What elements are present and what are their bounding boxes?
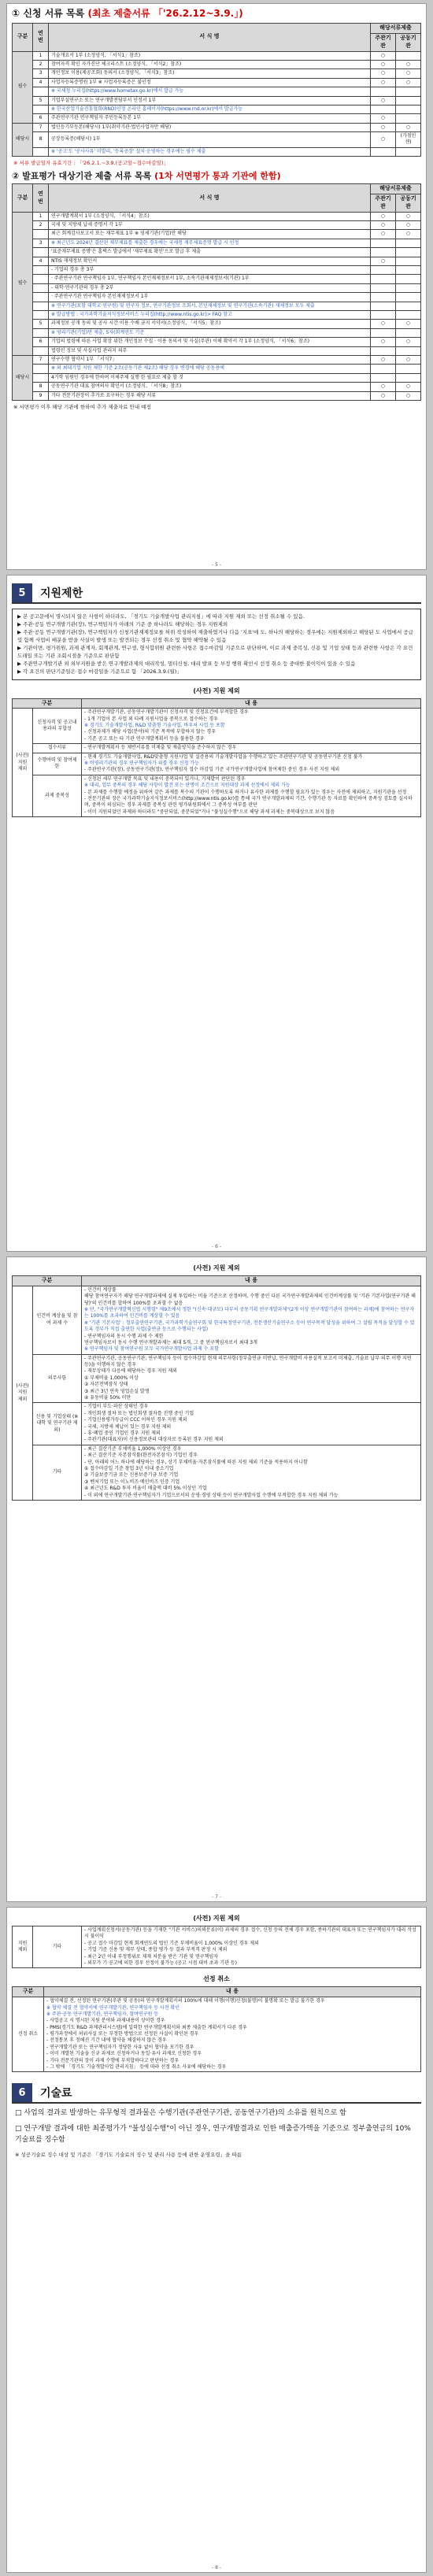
content-line: - 협약체결 전, 선정된 연구기관(주관 및 공동)의 연구개발계획서의 100%에 대해 이행(이행)신청(불명)이 불명확 또는 발급 불가한 경우 <box>46 1998 325 2004</box>
exclusion-table-end <box>12 1926 421 1968</box>
content-line: - 기업이 부도·파산 상태인 경우 <box>84 1404 149 1410</box>
submit-mark: ○ <box>395 320 420 328</box>
doc-name: 공장등록증(해당시) 1부 <box>49 132 371 148</box>
submit-mark <box>395 365 420 373</box>
content-line: - 단, 아래의 어느 하나에 해당하는 경우, 상기 부채비율·자본잠식률에 따른 지원 제외 기준을 적용하지 아니함 <box>84 1459 308 1465</box>
submit-mark: ○ <box>395 230 420 239</box>
table-row <box>13 346 421 355</box>
submit-mark: ○ <box>395 383 420 391</box>
content-line: - 최근 결산기준 부채비율 1,000% 이상인 경우 <box>84 1445 182 1452</box>
table-row <box>13 230 421 239</box>
doc-name: ※ '공고'도 '공사사유' 미발리, '등록공장' 설치·운영하는 경우에는 필수 제출 <box>49 147 371 156</box>
doc-name: 기업부설연구소 또는 연구개발전담부서 인정서 1부 <box>49 96 371 105</box>
initial-docs-table: 구분 연번 서 식 명 해당서류제출 주관기관 공동기관 필수 1 기술개요서 1부 (소정양식, 「서식1」참조) ○ 2 참여자격 확인 자가진단 체크리스트 (소정양식, 「서식2」참조) ○ ○ 3 개인정보 이용(제공조회) 동의서 (소정양식, 「서식3」참조) ○ ○ 4 사업자등록증명원 1부 ※ 사업자등록증은 불인정 ○ ○ ※ 국세청 누리집(https://www.hometax.go.kr)에서 발급 가능 5 기업부설연구소 또는 연구개발전담부서 인정서 1부 ○ ※ 한국산업기술진흥협회(RND)인정 온라인 홈페이지(https://www.rnd.or.kr)에서 발급가능 6 주관연구기관 연구책임자 주민등록등본 1부 ○ 해당시 7 법인등기부등본(해당시) 1부(취약기관·법인사업자만 해당) ○ ○ 8 공장등록증(해당시) 1부 ○ (가점인센) ※ '공고'도 '공사사유' 미발리, '등록공장' 설치·운영하는 경우에는 필수 제출 <box>12 23 421 157</box>
page-number: - 6 - <box>212 1244 221 1249</box>
table-caption: (사전) 지원 제외 <box>193 1915 240 1922</box>
category-content <box>82 753 421 775</box>
submit-mark <box>395 114 420 123</box>
table-row <box>13 78 421 87</box>
row-number <box>33 283 49 292</box>
content-line: - 평가과정에서 허위사실 또는 부정한 방법으로 선정된 사실이 확인된 경우 <box>46 2031 199 2037</box>
row-number <box>33 373 49 382</box>
submit-mark <box>395 51 420 60</box>
submit-mark <box>370 373 395 382</box>
table-row <box>13 383 421 391</box>
doc-name: 4기학 임원인 경우에 한하며 이체주체 실행 한 필요로 제출 할 것 <box>49 373 371 382</box>
submit-mark <box>370 275 395 283</box>
content-line: - 주관연구기관, 공동연구기관, 연구책임자 등이 접수마감일 현재 의무사항(정부출연금 미반납, 연구개발비 사용실적 보고서 미제출, 기술료 납부 의무 이행 지연 등)을 이행하지 않은 경우 <box>84 1355 412 1368</box>
content-line: ④ 유동비율 50% 미만 <box>84 1395 131 1401</box>
page-number: - 8 - <box>212 2565 221 2570</box>
doc-name: ※ 영리기관(기업)만 제출, 5자(회계연도 기준 <box>49 328 371 337</box>
doc-name: 참여자격 확인 자가진단 체크리스트 (소정양식, 「서식2」참조) <box>49 60 371 68</box>
cancel-content <box>44 1997 421 2072</box>
content-line: - 주관연구기관(장), 공동연구기관(장), 연구책임자 접수 마감일 기준 국가연구개발사업에 참여제한 중인 경우 사전 지원 제외 <box>84 767 340 773</box>
submit-mark: ○ <box>370 132 395 148</box>
content-line: ① 접수마감일 기준 창업 3년 이내 중소기업 <box>84 1465 174 1471</box>
submit-mark <box>395 105 420 113</box>
table-row <box>13 365 421 373</box>
submit-mark: ○ <box>370 78 395 87</box>
content-line: - 기존 공고 또는 타 기관 연구개발계획서 등을 불용한 경우 <box>84 735 205 742</box>
content-line: - 기업신용평가등급이 CCC 이하인 경우 지원 제외 <box>84 1417 187 1423</box>
content-line: - 연구개발계획서 등 제반서류를 미제출 및 제출양식을 준수하지 않은 경우 <box>84 745 237 751</box>
submit-mark <box>395 283 420 292</box>
submit-mark: ○ <box>395 212 420 220</box>
doc-name: 기업의 법령에 따른 사업 확장 위한 개인정보 수집 · 이용 동의서 및 사실(주관) 이해 확약서 각 1부 (소정양식, 「서식6」참조) <box>49 338 371 346</box>
row-number <box>33 248 49 257</box>
table-row <box>13 373 421 382</box>
table-row <box>13 51 421 60</box>
content-line: - 기타 전문기관의 장이 과제 수행에 부적합하다고 판단하는 경우 <box>46 2057 179 2063</box>
submit-mark: ○ <box>370 320 395 328</box>
row-number: 5 <box>33 96 49 105</box>
category-content <box>82 775 421 816</box>
table-row <box>13 709 421 744</box>
outer-label: 지원 제외 <box>13 1926 33 1968</box>
doc-name: 기술개요서 1부 (소정양식, 「서식1」참조) <box>49 51 371 60</box>
content-line: - 사업계획신청서(공동기관) 등을 기재한 "기관 서비스)의뢰분류(이) 과제의 경우 접수, 신청 등의 전체 경우 포함, 종하기관의 대표자 또는 연구책임자가 대리 작성 시 불이익 <box>84 1927 416 1940</box>
page-number: - 5 - <box>212 562 221 568</box>
content-line: - 외부가 기 공고에 의한 경우 선정이 불가능 (공고 시점 대비 초과 기관 등) <box>84 1960 237 1966</box>
doc-name: - 대학·연구기관의 경우 총 2부 <box>49 283 371 292</box>
page-number: - 7 - <box>212 1894 221 1900</box>
section-title: 기술료 <box>40 2087 72 2100</box>
content-line: ※ '기관 기본사업' : 정부출연연구기관, 국가과학기술연구회 및 한국특정연구기관, 전문생산기술연구소 등이 연구목적 달성을 위하여 그 설립 목적을 달성할 수 있도록 정부가 직접 출연한 사업(출연금 등으로 수행되는 사업) <box>84 1319 415 1333</box>
content-line: 해당 참여연구자가 해당 연구개발과제에 실제 투입하는 비율 기준으로 산정하며, 수행 중인 다른 국가연구개발과제의 인건비계상률 및 '기관 기본사업(연구기관 해당)'의 인건비를 합하여 100%를 초과할 수 없음 <box>84 1294 416 1306</box>
cancel-label: 선정 취소 <box>13 1997 44 2072</box>
table-row <box>13 753 421 775</box>
doc-name: · 주관연구기관 연구책임자 본인재제정보서 1부 <box>49 293 371 302</box>
content-line: - 선정통보 후 정해진 기간 내에 협약을 체결하지 않은 경우 <box>46 2037 167 2044</box>
submit-mark: ○ <box>370 60 395 68</box>
content-line: - 신청과제가 해당 사업(분야)의 기준 목적에 부합하지 않는 경우 <box>84 729 216 735</box>
page-4 <box>6 1907 427 2573</box>
content-line: - 국세, 지방세 체납이 있는 경우 지원 제외 <box>84 1423 172 1430</box>
submit-mark: ○ <box>395 338 420 346</box>
row-number <box>33 87 49 96</box>
notice-box <box>12 609 421 680</box>
submit-mark: ○ <box>395 78 420 87</box>
category-label: 접수서류 <box>33 744 82 753</box>
submit-mark <box>395 96 420 105</box>
submit-mark <box>370 302 395 310</box>
doc-name: ※ 국세청 누리집(https://www.hometax.go.kr)에서 발급 가능 <box>49 87 371 96</box>
row-number <box>33 230 49 239</box>
submit-mark <box>370 87 395 96</box>
table-row <box>13 775 421 816</box>
content-line: - 신청된 세부 연구개발 목표 및 내용이 중복되어 있거나, 기제발이 판단된 경우 <box>84 775 246 782</box>
submit-mark: ○ <box>370 221 395 230</box>
doc-name: NTIS 재제정보 확인서 <box>49 257 371 265</box>
submit-mark: ○ <box>395 391 420 400</box>
table-row <box>13 1403 421 1445</box>
table-row <box>13 212 421 220</box>
notice-line: ▶ 주관·공동 연구개발기관(장), 연구책임자가 신청기관재제정보를 허위 작성하여 제출하였거나 다음 '지표'에 도, 하나의 해당하는 경우에는 지원제외하고 해당된 도 사업에서 공급 및 함께 사업비 배분을 받을 사실이 발생 또는 발견되는 경우 선정 취소 및 협약 해약될 수 있음 <box>17 629 413 644</box>
category-content <box>82 1354 421 1403</box>
notice-line: ▶ 각 요건의 판단기준일은 접수 마감일을 기준으로 함 「2026.3.9.(월)」 <box>17 668 182 675</box>
group-label: 해당시 <box>13 355 33 400</box>
content-line: - 주관기관(대표자)이 신용정보관리 대상자로 등록된 경우 지원 제외 <box>84 1437 224 1443</box>
notice-line: ▶ 주관·공동 연구개발기관(장), 연구책임자가 아래의 기준 중 하나라도 해당하는 경우 지원제외 <box>17 621 228 628</box>
exclusion-table: 구분 내 용 (사전) 지원 제외 신청자격 및 공고내용과의 부합성 - 주관연구개발기관, 공동연구개발기관이 신청자격 및 신청요건에 부적합한 경우 - 1개 기업이 본 사업 외 타례 지원사업을 중복으로 접수하는 경우 ※ 경기도 기술개발사업, R&D 맞춤형 기술사업, 바우처 사업 등 포함 - 신청과제가 해당 사업(분야)의 기준 목적에 부합하지 않는 경우 - 기존 공고 또는 타 기관 연구개발계획서 등을 불용한 경우 접수서류 - 연구개발계획서 등 제반서류를 미제출 및 제출양식을 준수하지 않은 경우 수행여력 및 참여제한 - 현재 경기도 기술개발사업, R&D맞춤형 지원사업 및 실증용의 기술개발사업을 수행하고 있는 주관연구기관 및 공동연구기관 신청 불가 ※ 비영리기관의 경우 연구책임자가 위를 경우 신청 가능 - 주관연구기관(장), 공동연구기관(장), 연구책임자 접수 마감일 기준 국가연구개발사업에 참여제한 중인 경우 사전 지원 제외 과제 중복성 - 신청된 세부 연구개발 목표 및 내용이 중복되어 있거나, 기제발이 판단된 경우 ※ 대리, 업무 중복의 경우 해당 사항이 발견 또는 판명이 조건으로 지원대상 과제 선정에서 제외 가능 - 본 과제를 수행할 예정을 위하여 같은 과제를 복수의 기관이 수행하도록 하거나 유사한 과제를 수행할 필요가 있는 경우는 사전에 제외하고, 지원기관을 선정 - 전문기관의 장은 국가과학기술지식정보서비스(http://www.ntis.go.kr)를 통해 국가 연구개발과제의 기간, 수행기관 등 자료를 확인하여 중복성 검토를 실시하며, 중복이 의심되는 경우 과제를 중복성 관련 평가위원회에서 그 중복성 여부를 판단 - 이미 지원되었던 과제와 하더라도 "중단되었, 중분되었"거나 "불성실수행"으로 해당 과제 과제는 중복대상으로 보지 않음 <box>12 698 421 818</box>
doc-name: 최근 회계감사보고서 또는 재무제표 1부 ※ 영세기관(기업)만 해당 <box>49 230 371 239</box>
table-row <box>13 257 421 265</box>
category-label: 신청자격 및 공고내용과의 부합성 <box>33 709 82 744</box>
category-content <box>82 709 421 744</box>
submit-mark <box>370 239 395 247</box>
content-line: - 전문기관의 장은 국가과학기술지식정보서비스(http://www.ntis.go.kr)를 통해 국가 연구개발과제의 기간, 수행기관 등 자료를 확인하여 중복성 검토를 실시하며, 중복이 의심되는 경우 과제를 중복성 관련 평가위원회에서 그 중복성 여부를 판단 <box>84 795 413 809</box>
row-number: 1 <box>33 51 49 60</box>
content-line: ① 부채비율 1,000% 이상 <box>84 1375 139 1381</box>
doc-name: 과제정보 공개 동의 및 공사 시간 이용 수배 금지 서약서(소정양식, 「서식5」참조) <box>49 320 371 328</box>
table-row <box>13 239 421 247</box>
group-label: 필수 <box>13 51 33 123</box>
submit-mark <box>395 373 420 382</box>
content-line: - 이 외에 연구개발기관·연구책임자가 기업으로서의 운영·경영 상태 등이 연구개발사업 수행에 부적합한 경우 지원 제외 가능 <box>84 1492 339 1498</box>
category-content <box>82 1926 421 1968</box>
doc-name: 연구수행 협약서 1부 「서식7」 <box>49 355 371 364</box>
table-row <box>13 87 421 96</box>
doc-name: ※ 발급방법 : 국가과학기술지식정보서비스 누리집(http://www.ntis.go.kr)> FAQ 참고 <box>49 311 371 320</box>
doc-name: 개인정보 이용(제공조회) 동의서 (소정양식, 「서식3」참조) <box>49 69 371 78</box>
row-number: 5 <box>33 320 49 328</box>
category-content <box>82 744 421 753</box>
submit-mark: ○ <box>395 221 420 230</box>
row-number <box>33 147 49 156</box>
table-row <box>13 355 421 364</box>
content-line: - 이미 개발된 기술을 신규 과제로 신청하거나 동일·유사 과제로 신청한 경우 <box>46 2051 202 2057</box>
row-number: 7 <box>33 123 49 131</box>
row-number <box>33 302 49 310</box>
submit-mark <box>395 266 420 275</box>
content-line: - 현재 경기도 기술개발사업, R&D맞춤형 지원사업 및 실증용의 기술개발사업을 수행하고 있는 주관연구기관 및 공동연구기관 신청 불가 <box>84 753 363 760</box>
submit-mark <box>395 257 420 265</box>
submit-mark: ○ <box>370 114 395 123</box>
table-row <box>13 248 421 257</box>
row-number: 6 <box>33 338 49 346</box>
content-line: - 최근 2년 이내 부정행위로 제재 처분을 받은 기관 및 연구책임자 <box>84 1953 218 1960</box>
submit-mark <box>370 147 395 156</box>
table-row <box>13 132 421 148</box>
group-label: 필수 <box>13 212 33 355</box>
post-review-note: ※ 서면평가 이후 해당 기관에 한하여 추가 제출자료 안내 예정 <box>13 403 151 410</box>
row-number: 8 <box>33 383 49 391</box>
submit-mark: ○ <box>370 96 395 105</box>
content-line: ※ 비영리기관의 경우 연구책임자가 위를 경우 신청 가능 <box>84 761 199 767</box>
row-number <box>33 365 49 373</box>
page-1 <box>6 3 427 570</box>
row-number <box>33 293 49 302</box>
row-number <box>33 105 49 113</box>
table-row <box>13 275 421 283</box>
row-number: 4 <box>33 78 49 87</box>
section-number: 6 <box>12 2083 32 2102</box>
submit-mark: ○ <box>395 123 420 131</box>
content-line: - 기업 기준 신용 및 재무 상태, 종합 평가 등 결과 부적격 판정 시 제외 <box>84 1947 228 1953</box>
submit-mark <box>395 248 420 257</box>
table-row <box>13 293 421 302</box>
row-number: 2 <box>33 60 49 68</box>
submit-mark <box>370 365 395 373</box>
content-line: ※ 협약 체결 전 협약서에 연구개발기관, 연구책임자 등 사전 확인 <box>46 2004 180 2011</box>
doc-name: ※ 외 최대기업 지원 제한 기준 2조(공동기관 제2조) 해당 경우 변경에 해당 공동용예 <box>49 365 371 373</box>
table-row <box>13 311 421 320</box>
doc-name: - 기업의 경우 총 3부 <box>49 266 371 275</box>
doc-name: ※ 한국산업기술진흥협회(RND)인정 온라인 홈페이지(https://www.rnd.or.kr)에서 발급가능 <box>49 105 371 113</box>
content-line: ※ 주관·공동 연구개발기관, 연구책임자, 참여연구원 등 <box>46 2011 159 2017</box>
submit-mark <box>395 302 420 310</box>
content-line: - PMS(경기도 R&D 과제관리시스템)에 입력한 연구개발계획서와 최종 제출한 계획서가 다른 경우 <box>46 2024 247 2030</box>
content-line: - 주관연구개발기관, 공동연구개발기관이 신청자격 및 신청요건에 부적합한 경우 <box>84 709 249 716</box>
content-line: - 연구개발기관 또는 연구책임자가 정당한 사유 없이 협약을 포기한 경우 <box>46 2044 194 2050</box>
category-label: 의무사항 <box>33 1354 82 1403</box>
notice-line: ▶ 기관이면, 평가위원, 과제 관계자, 회계관계, 연구생, 형식합위원 관련한 사항은 접수마감일 기준으로 판단하며, 이로 과제 중복성, 신용 및 기업 상태 등과 관련한 사항은 각 요건 도래일 또는 기관 조회시점을 기준으로 판단함 <box>17 645 413 660</box>
content-line: ② 자본전액잠식 상태 <box>84 1382 128 1388</box>
table-row <box>13 338 421 346</box>
row-number: 2 <box>33 221 49 230</box>
category-content <box>82 1286 421 1354</box>
content-line: ※ 경기도 기술개발사업, R&D 맞춤형 기술사업, 바우처 사업 등 포함 <box>84 723 225 729</box>
row-number <box>33 346 49 355</box>
section-header <box>12 2083 421 2104</box>
submit-mark <box>395 311 420 320</box>
table-row <box>13 1926 421 1968</box>
row-number <box>33 328 49 337</box>
page-3 <box>6 1257 427 1902</box>
submit-mark: ○ <box>370 338 395 346</box>
royalty-line: □ 사업의 결과로 발생하는 유무형적 결과물은 수행기관(주관연구기관, 공동연구기관)의 소유를 원칙으로 함 <box>15 2109 346 2118</box>
row-number: 1 <box>33 212 49 220</box>
content-line: - 휴·폐업 중인 기업인 경우 지원 제외 <box>84 1430 161 1436</box>
row-number: 6 <box>33 114 49 123</box>
table-row <box>13 320 421 328</box>
royalty-line: □ 연구개발 결과에 대한 최종평가가 "불성실수행"이 아닌 경우, 연구개발결과로 인한 매출증가액을 기준으로 정부출연금의 10% 기술료를 징수함 <box>15 2125 411 2145</box>
category-label: 기타 <box>33 1926 82 1968</box>
submit-mark: ○ <box>370 257 395 265</box>
submit-mark <box>395 87 420 96</box>
section-header <box>12 583 421 604</box>
row-number <box>33 275 49 283</box>
application-docs-title: ① 신청 서류 목록 (최초 제출서류 「'26.2.12~3.9.」) <box>12 8 243 19</box>
table-row <box>13 1445 421 1500</box>
outer-label: (사전) 지원 제외 <box>13 1286 33 1500</box>
table-row <box>13 302 421 310</box>
doc-name: '표준재무제표 증명'은 홈택스 발급에서 '재무제표 확인'으로 발급 후 제출 <box>49 248 371 257</box>
submit-mark <box>370 293 395 302</box>
submit-mark <box>370 283 395 292</box>
content-line: - 이미 지원되었던 과제와 하더라도 "중단되었, 중분되었"거나 "불성실수행"으로 해당 과제 과제는 중복대상으로 보지 않음 <box>84 809 335 815</box>
doc-name: ※ 연구기관(포함 대학교·연구원) 및 연구자 정보, 연구기관정보 조회서, 본인재제정보 및 연구기관(소속기관) 재제정보 모두 제출 <box>49 302 371 310</box>
content-line: - 인건비 계상률 <box>84 1286 117 1293</box>
outer-label: (사전) 지원 제외 <box>13 709 33 817</box>
submit-mark: ○ <box>370 123 395 131</box>
row-number: 4 <box>33 257 49 265</box>
section-number: 5 <box>12 583 32 602</box>
submit-mark <box>395 328 420 337</box>
content-line: - 공고 접수 마감일 현재 회계연도의 법인 기준 부채비율이 1,000% 이상인 경우 제외 <box>84 1940 259 1946</box>
table-row <box>13 744 421 753</box>
group-label: 해당시 <box>13 123 33 157</box>
table-row <box>13 96 421 105</box>
row-number: 3 <box>33 239 49 247</box>
royalty-line: ※ 성공기술료 징수 대상 및 기준은 「경기도 기술료의 징수 및 관리 사용 등에 관한 운영요령」을 따름 <box>15 2152 242 2159</box>
doc-name: ※ 최근년도 2024년 결산된 재무제표를 제출한 경우에는 국세청 재무제표증명 발급 시 인정 <box>49 239 371 247</box>
table-row <box>13 123 421 131</box>
cancel-caption: 선정 취소 <box>203 1975 230 1983</box>
category-label: 과제 중복성 <box>33 775 82 816</box>
doc-name: 사업자등록증명원 1부 ※ 사업자등록증은 불인정 <box>49 78 371 87</box>
content-line: ③ 벤처기업 또는 이노비즈·메인비즈 인증 기업 <box>84 1479 180 1485</box>
exclusion-table-cont: 구분 내 용 (사전) 지원 제외 인건비 계상율 및 참여 과제 수 - 인건비 계상률 해당 참여연구자가 해당 연구개발과제에 실제 투입하는 비율 기준으로 산정하며, 수행 중인 다른 국가연구개발과제의 인건비계상률 및 '기관 기본사업(연구기관 해당)'의 인건비를 합하여 100%를 초과할 수 없음 ※ 단, "국가연구개발혁신법 시행령" 제9조에서 정한 "(신속·대규모) 다부처 공동기획 연구개발과제"(2개 이상 연구개발기관이 참여하는 과제)에 참여하는 연구자는 100%를 초과하여 인건비를 계상할 수 있음 ※ '기관 기본사업' : 정부출연연구기관, 국가과학기술연구회 및 한국특정연구기관, 전문생산기술연구소 등이 연구목적 달성을 위하여 그 설립 목적을 달성할 수 있도록 정부가 직접 출연한 사업(출연금 등으로 수행되는 사업) - 연구책임자의 동시 수행 과제 수 제한 연구책임자로서 동시 수행 연구개발과제는 최대 5개, 그 중 연구책임자로서 최대 3개 ※ 연구책임자 및 참여연구원 모두 국가연구개발사업 과제 수 포함 의무사항 - 주관연구기관, 공동연구기관, 연구책임자 등이 접수마감일 현재 의무사항(정부출연금 미반납, 연구개발비 사용실적 보고서 미제출, 기술료 납부 의무 이행 지연 등)을 이행하지 않은 경우 - 재무상태가 다음에 해당하는 경우 지원 제외 ① 부채비율 1,000% 이상 ② 자본전액잠식 상태 ③ 최근 3년 연속 영업손실 발생 ④ 유동비율 50% 미만 신용 및 기업상태 (※ 대학 및 연구기관 제외) - 기업이 부도·파산 상태인 경우 - 개인회생 절차 또는 법인회생 절차를 진행 중인 기업 - 기업신용평가등급이 CCC 이하인 경우 지원 제외 - 국세, 지방세 체납이 있는 경우 지원 제외 - 휴·폐업 중인 기업인 경우 지원 제외 - 주관기관(대표자)이 신용정보관리 대상자로 등록된 경우 지원 제외 기타 - 최근 결산기준 부채비율 1,000% 이상인 경우 - 최근 결산기준 자본잠식률(완전자본잠식) 기업인 경우 - 단, 아래의 어느 하나에 해당하는 경우, 상기 부채비율·자본잠식률에 따른 지원 제외 기준을 적용하지 아니함 ① 접수마감일 기준 창업 3년 이내 중소기업 ② 기술보증기금 또는 신용보증기금 보증 기업 ③ 벤처기업 또는 이노비즈·메인비즈 인증 기업 ④ 최근년도 R&D 투자 비율이 매출액 대비 5% 이상인 기업 - 이 외에 연구개발기관·연구책임자가 기업으로서의 운영·경영 상태 등이 연구개발사업 수행에 부적합한 경우 지원 제외 가능 <box>12 1275 421 1501</box>
submit-mark: ○ <box>370 383 395 391</box>
submit-mark: ○ <box>395 69 420 78</box>
submit-mark <box>395 147 420 156</box>
category-label: 기타 <box>33 1445 82 1500</box>
submit-mark: ○ <box>370 51 395 60</box>
row-number <box>33 266 49 275</box>
content-line: - 재무상태가 다음에 해당하는 경우 지원 제외 <box>84 1368 177 1375</box>
submit-mark <box>370 346 395 355</box>
docs-validity-note: ※ 서류 발급일자 유효기간 : 「'26.2.1.~3.9.(공고일~접수마감일)」 <box>13 160 168 167</box>
doc-name: 주관연구기관 연구책임자 주민등록등본 1부 <box>49 114 371 123</box>
submit-mark <box>395 293 420 302</box>
content-line: - 본 과제를 수행할 예정을 위하여 같은 과제를 복수의 기관이 수행하도록 하거나 유사한 과제를 수행할 필요가 있는 경우는 사전에 제외하고, 지원기관을 선정 <box>84 789 407 795</box>
category-label: 수행여력 및 참여제한 <box>33 753 82 775</box>
table-caption: (사전) 지원 제외 <box>193 687 240 694</box>
submit-mark: ○ <box>370 212 395 220</box>
submit-mark: ○ <box>395 60 420 68</box>
row-number: 7 <box>33 355 49 364</box>
table-row <box>13 328 421 337</box>
content-line: ④ 최근년도 R&D 투자 비율이 매출액 대비 5% 이상인 기업 <box>84 1486 207 1492</box>
table-row <box>13 1354 421 1403</box>
content-line: ※ 단, "국가연구개발혁신법 시행령" 제9조에서 정한 "(신속·대규모) 다부처 공동기획 연구개발과제"(2개 이상 연구개발기관이 참여하는 과제)에 참여하는 연구자는 100%를 초과하여 인건비를 계상할 수 있음 <box>84 1306 415 1319</box>
doc-name: 법인등기부등본(해당시) 1부(취약기관·법인사업자만 해당) <box>49 123 371 131</box>
doc-name: 연구개발계획서 1부 (소정양식, 「서식4」참조) <box>49 212 371 220</box>
content-line: ※ 연구책임자 및 참여연구원 모두 국가연구개발사업 과제 수 포함 <box>84 1346 219 1353</box>
content-line: - 최근 결산기준 자본잠식률(완전자본잠식) 기업인 경우 <box>84 1453 198 1459</box>
table-row <box>13 221 421 230</box>
doc-name: 국세 및 지방세 납세 증명서 각 1부 <box>49 221 371 230</box>
section-title: 지원제한 <box>40 587 83 600</box>
submit-mark <box>395 275 420 283</box>
table-row <box>13 1997 421 2072</box>
submit-mark <box>370 266 395 275</box>
submit-mark <box>395 239 420 247</box>
submit-mark <box>395 346 420 355</box>
submit-mark: (가점인센) <box>395 132 420 148</box>
notice-line: ▶ 본 공고문에서 명시되지 않은 사항이 하더라도, 「경기도 기술개발사업 관리지침」에 따라 지원 제외 또는 선정 취소될 수 있음. <box>17 613 305 620</box>
submit-mark: ○ <box>370 391 395 400</box>
table-row <box>13 105 421 113</box>
category-content <box>82 1403 421 1445</box>
notice-line: ▶ 주관연구개발기관 외 외부지원을 받은 연구개발과제의 대리작성, 멀티신청, 대리 발표 등 부정 행위 확인시 선정 취소 등 중대한 불이익이 있을 수 있음 <box>17 661 356 668</box>
doc-name: · 주관연구기관 연구책임자 1부, 연구책임자 본인재제정보서 1부, 소속기관재제정보서(기관) 1부 <box>49 275 371 283</box>
table-row <box>13 391 421 400</box>
category-label: 인건비 계상율 및 참여 과제 수 <box>33 1286 82 1354</box>
submit-mark <box>370 105 395 113</box>
category-content <box>82 1445 421 1500</box>
table-row <box>13 147 421 156</box>
table-row <box>13 114 421 123</box>
doc-name: 공동연구기관 대표 참여의사 확인서 (소정양식, 「서식8」참조) <box>49 383 371 391</box>
row-number: 3 <box>33 69 49 78</box>
row-number: 8 <box>33 132 49 148</box>
submit-mark: ○ <box>370 230 395 239</box>
content-line: ※ 대리, 업무 중복의 경우 해당 사항이 발견 또는 판명이 조건으로 지원대상 과제 선정에서 제외 가능 <box>84 783 291 789</box>
table-caption: (사전) 지원 제외 <box>193 1264 240 1271</box>
submit-mark: ○ <box>370 69 395 78</box>
submit-mark: ○ <box>370 355 395 364</box>
submit-mark: ○ <box>395 355 420 364</box>
table-row <box>13 266 421 275</box>
doc-name: 기타 전문기관장이 추가로 요구하는 경우 해당 서류 <box>49 391 371 400</box>
content-line: - 개인회생 절차 또는 법인회생 절차를 진행 중인 기업 <box>84 1410 194 1416</box>
content-line: - 그 밖에 「경기도 기술개발사업 관리지침」 등에 따라 선정 취소 사유에 해당하는 경우 <box>46 2064 227 2071</box>
content-line: ③ 최근 3년 연속 영업손실 발생 <box>84 1388 150 1394</box>
submit-mark <box>370 248 395 257</box>
row-number <box>33 311 49 320</box>
doc-name: 법령인 정보 및 사실사업 관리지 의무 <box>49 346 371 355</box>
cancel-table: 구분 내 용 선정 취소 - 협약체결 전, 선정된 연구기관(주관 및 공동)의 연구개발계획서의 100%에 대해 이행(이행)신청(불명)이 불명확 또는 발급 불가한 경우 ※ 협약 체결 전 협약서에 연구개발기관, 연구책임자 등 사전 확인 ※ 주관·공동 연구개발기관, 연구책임자, 참여연구원 등 - 사업공고 시 명시된 지원 분야와 과제내용이 상이한 경우 - PMS(경기도 R&D 과제관리시스템)에 입력한 연구개발계획서와 최종 제출한 계획서가 다른 경우 - 평가과정에서 허위사실 또는 부정한 방법으로 선정된 사실이 확인된 경우 - 선정통보 후 정해진 기간 내에 협약을 체결하지 않은 경우 - 연구개발기관 또는 연구책임자가 정당한 사유 없이 협약을 포기한 경우 - 이미 개발된 기술을 신규 과제로 신청하거나 동일·유사 과제로 신청한 경우 - 기타 전문기관의 장이 과제 수행에 부적합하다고 판단하는 경우 - 그 밖에 「경기도 기술개발사업 관리지침」 등에 따라 선정 취소 사유에 해당하는 경우 <box>12 1986 421 2072</box>
table-row <box>13 60 421 68</box>
page-2 <box>6 575 427 1252</box>
submit-mark <box>370 311 395 320</box>
content-line: - 연구책임자의 동시 수행 과제 수 제한 <box>84 1333 164 1339</box>
table-row <box>13 1286 421 1354</box>
table-row <box>13 283 421 292</box>
presentation-docs-table: 구분 연번 서 식 명 해당서류제출 주관기관 공동기관 필수 1 연구개발계획서 1부 (소정양식, 「서식4」참조) ○ ○ 2 국세 및 지방세 납세 증명서 각 1부 ○ ○ 최근 회계감사보고서 또는 재무제표 1부 ※ 영세기관(기업)만 해당 ○ ○ 3 ※ 최근년도 2024년 결산된 재무제표를 제출한 경우에는 국세청 재무제표증명 발급 시 인정 '표준재무제표 증명'은 홈택스 발급에서 '재무제표 확인'으로 발급 후 제출 4 NTIS 재제정보 확인서 ○ - 기업의 경우 총 3부 · 주관연구기관 연구책임자 1부, 연구책임자 본인재제정보서 1부, 소속기관재제정보서(기관) 1부 - 대학·연구기관의 경우 총 2부 · 주관연구기관 연구책임자 본인재제정보서 1부 ※ 연구기관(포함 대학교·연구원) 및 연구자 정보, 연구기관정보 조회서, 본인재제정보 및 연구기관(소속기관) 재제정보 모두 제출 ※ 발급방법 : 국가과학기술지식정보서비스 누리집(http://www.ntis.go.kr)> FAQ 참고 5 과제정보 공개 동의 및 공사 시간 이용 수배 금지 서약서(소정양식, 「서식5」참조) ○ ○ ※ 영리기관(기업)만 제출, 5자(회계연도 기준 6 기업의 법령에 따른 사업 확장 위한 개인정보 수집 · 이용 동의서 및 사실(주관) 이해 확약서 각 1부 (소정양식, 「서식6」참조) ○ ○ 법령인 정보 및 사실사업 관리지 의무 해당시 7 연구수행 협약서 1부 「서식7」 ○ ○ ※ 외 최대기업 지원 제한 기준 2조(공동기관 제2조) 해당 경우 변경에 해당 공동용예 4기학 임원인 경우에 한하며 이체주체 실행 한 필요로 제출 할 것 8 공동연구기관 대표 참여의사 확인서 (소정양식, 「서식8」참조) ○ ○ 9 기타 전문기관장이 추가로 요구하는 경우 해당 서류 ○ ○ <box>12 183 421 401</box>
content-line: ② 기술보증기금 또는 신용보증기금 보증 기업 <box>84 1472 179 1479</box>
row-number: 9 <box>33 391 49 400</box>
royalty-text <box>15 2108 418 2159</box>
table-row <box>13 69 421 78</box>
content-line: 연구책임자로서 동시 수행 연구개발과제는 최대 5개, 그 중 연구책임자로서 최대 3개 <box>84 1339 257 1345</box>
presentation-docs-title: ② 발표평가 대상기관 제출 서류 목록 (1차 서면평가 통과 기관에 한함) <box>12 171 281 182</box>
submit-mark <box>370 328 395 337</box>
content-line: - 사업공고 시 명시된 지원 분야와 과제내용이 상이한 경우 <box>46 2018 165 2024</box>
content-line: - 1개 기업이 본 사업 외 타례 지원사업을 중복으로 접수하는 경우 <box>84 716 218 722</box>
category-label: 신용 및 기업상태 (※ 대학 및 연구기관 제외) <box>33 1403 82 1445</box>
